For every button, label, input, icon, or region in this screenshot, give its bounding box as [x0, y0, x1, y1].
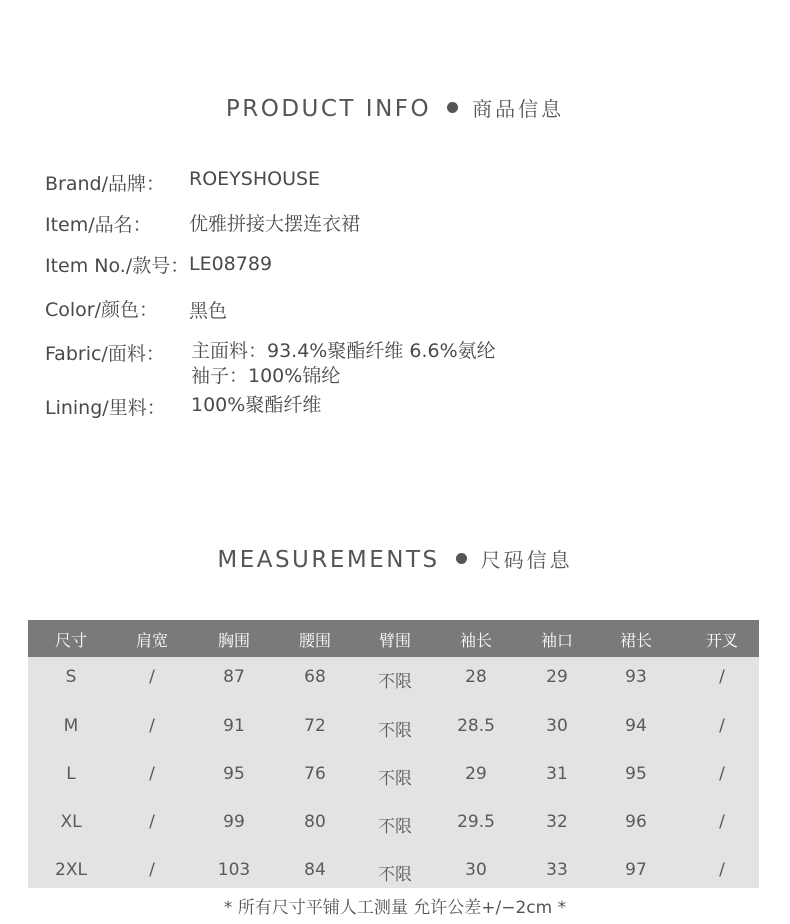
- table-cell: 103: [217, 860, 251, 880]
- measurement-footnote: * 所有尺寸平铺人工测量 允许公差+/−2cm *: [223, 898, 567, 918]
- brand-value: ROEYSHOUSE: [189, 168, 321, 190]
- fabric-main: 主面料：93.4%聚酯纤维 6.6%氨纶: [191, 340, 496, 362]
- table-cell: 31: [546, 764, 568, 784]
- product-info-title-cn: 商品信息: [472, 97, 565, 121]
- table-cell: 76: [304, 764, 326, 784]
- table-cell: 29: [465, 764, 487, 784]
- table-cell: /: [149, 764, 155, 784]
- header-cell: 臂围: [378, 631, 412, 650]
- table-cell: 95: [223, 764, 245, 784]
- table-cell: 2XL: [55, 860, 87, 880]
- fabric-value: [191, 339, 496, 389]
- header-cell: 袖长: [459, 631, 493, 650]
- table-cell: /: [719, 764, 725, 784]
- size-table: [28, 620, 759, 888]
- table-cell: 99: [223, 812, 245, 832]
- header-cell: 胸围: [217, 631, 251, 650]
- item-label: Item/品名：: [45, 214, 152, 236]
- table-cell: /: [149, 812, 155, 832]
- table-cell: /: [149, 860, 155, 880]
- table-cell: XL: [60, 812, 82, 832]
- table-cell: /: [149, 667, 155, 687]
- brand-label: Brand/品牌：: [45, 173, 165, 195]
- table-cell: /: [149, 716, 155, 736]
- table-cell: 不限: [378, 817, 412, 837]
- table-cell: 93: [625, 667, 647, 687]
- table-cell: 30: [465, 860, 487, 880]
- measurements-title-en: MEASUREMENTS: [217, 547, 440, 573]
- bullet-dot-icon: [456, 553, 467, 564]
- header-cell: 袖口: [540, 631, 574, 650]
- table-cell: 87: [223, 667, 245, 687]
- product-info-title: [0, 93, 790, 122]
- table-cell: 33: [546, 860, 568, 880]
- table-cell: 29.5: [457, 812, 495, 832]
- table-header: [28, 620, 759, 657]
- table-cell: M: [63, 716, 79, 736]
- header-cell: 裙长: [619, 631, 653, 650]
- table-cell: L: [66, 764, 76, 784]
- table-cell: 不限: [378, 672, 412, 692]
- header-cell: 肩宽: [135, 631, 169, 650]
- table-cell: 28.5: [457, 716, 495, 736]
- table-cell: 94: [625, 716, 647, 736]
- color-label: Color/颜色：: [45, 299, 159, 321]
- measurements-title-cn: 尺码信息: [480, 548, 573, 572]
- table-cell: /: [719, 860, 725, 880]
- lining-label: Lining/里料：: [45, 397, 166, 419]
- color-value: 黑色: [189, 300, 228, 322]
- table-cell: /: [719, 716, 725, 736]
- table-cell: 97: [625, 860, 647, 880]
- table-cell: 80: [304, 812, 326, 832]
- fabric-sleeve: 袖子：100%锦纶: [191, 365, 341, 387]
- table-cell: 28: [465, 667, 487, 687]
- table-cell: S: [65, 667, 77, 687]
- table-cell: 30: [546, 716, 568, 736]
- bullet-dot-icon: [447, 102, 458, 113]
- item-no-value: LE08789: [189, 253, 273, 275]
- table-cell: 不限: [378, 769, 412, 789]
- table-cell: 68: [304, 667, 326, 687]
- lining-value: 100%聚酯纤维: [191, 394, 322, 416]
- table-cell: 72: [304, 716, 326, 736]
- table-cell: 32: [546, 812, 568, 832]
- table-cell: /: [719, 812, 725, 832]
- table-cell: 不限: [378, 721, 412, 741]
- table-cell: 29: [546, 667, 568, 687]
- fabric-label: Fabric/面料：: [45, 343, 165, 365]
- table-cell: 91: [223, 716, 245, 736]
- table-cell: 96: [625, 812, 647, 832]
- table-cell: 84: [304, 860, 326, 880]
- measurements-title: [0, 544, 790, 573]
- item-value: 优雅拼接大摆连衣裙: [189, 213, 361, 235]
- product-info-title-en: PRODUCT INFO: [225, 96, 432, 122]
- header-cell: 开叉: [705, 631, 739, 650]
- table-cell: 95: [625, 764, 647, 784]
- table-cell: /: [719, 667, 725, 687]
- table-cell: 不限: [378, 865, 412, 885]
- header-cell: 腰围: [298, 631, 332, 650]
- header-cell: 尺寸: [54, 631, 88, 650]
- item-no-label: Item No./款号：: [45, 255, 190, 277]
